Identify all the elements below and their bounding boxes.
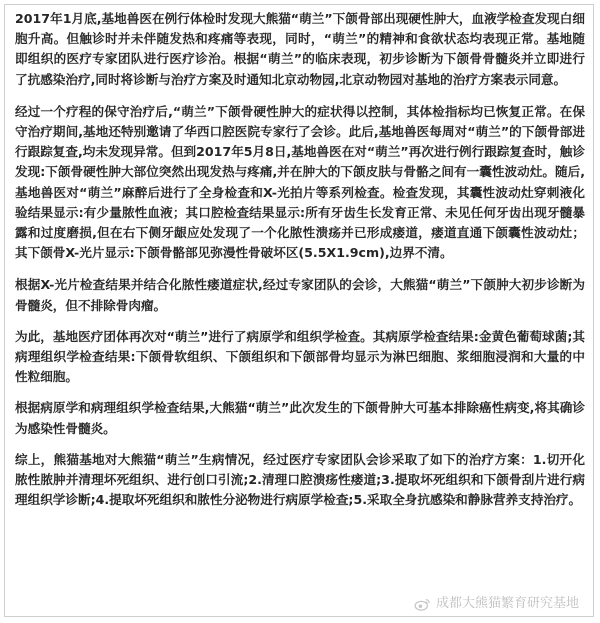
paragraph-3: 根据X-光片检查结果并结合化脓性瘘道症状,经过专家团队的会诊，大熊猫“萌兰”下颌肿大初步诊断为骨髓炎，但不排除骨肉瘤。 (15, 277, 585, 313)
weibo-watermark (414, 596, 579, 612)
paragraph-4: 为此，基地医疗团体再次对“萌兰”进行了病原学和组织学检查。其病原学检查结果:金黄色葡萄球菌;其病理组织学检查结果:下颌骨软组织、下颌组织和下颌部骨均显示为淋巴细胞、浆细胞浸润和大量的中性粒细胞。 (15, 328, 585, 385)
article-body (5, 9, 593, 522)
paragraph-6: 综上，熊猫基地对大熊猫“萌兰”生病情况，经过医疗专家团队会诊采取了如下的治疗方案：1.切开化脓性脓肿并清理坏死组织、进行创口引流;2.清理口腔溃疡性瘘道;3.提取坏死组织和下颌骨刮片进行病理组织学诊断;4.提取坏死组织和脓性分泌物进行病原学检查;5.采取全身抗感染和静脉营养支持治疗。 (15, 451, 585, 508)
watermark-text: 成都大熊猫繁育研究基地 (435, 596, 579, 611)
article-frame (4, 4, 594, 617)
paragraph-1: 2017年1月底,基地兽医在例行体检时发现大熊猫“萌兰”下颌骨部出现硬性肿大，血液学检查发现白细胞升高。但触诊时并未伴随发热和疼痛等表现，同时，“萌兰”的精神和食欲状态均表现正常。基地随即组织的医疗专家团队进行医疗诊治。根据“萌兰”的临床表现，初步诊断为下颌骨骨髓炎并立即进行了抗感染治疗,同时将诊断与治疗方案及时通知北京动物园,北京动物园对基地的治疗方案表示同意。 (15, 11, 585, 87)
paragraph-2: 经过一个疗程的保守治疗后,“萌兰”下颌骨硬性肿大的症状得以控制，其体检指标均已恢复正常。在保守治疗期间,基地还特别邀请了华西口腔医院专家行了会诊。此后,基地兽医每周对“萌兰”的下颌骨部进行跟踪复查,均未发现异常。但到2017年5月8日,基地兽医在对“萌兰”再次进行例行跟踪复查时，触诊发现:下颌骨硬性肿大部位突然出现发热与疼痛,并在肿大的下颌皮肤与骨骼之间有一囊性波动灶。随后,基地兽医对“萌兰”麻醉后进行了全身检查和X-光拍片等系列检查。检查发现，其囊性波动灶穿刺液化验结果显示:有少量脓性血液；其口腔检查结果显示:所有牙齿生长发育正常、未见任何牙齿出现牙髓暴露和过度磨损,但在右下侧牙龈应处发现了一个化脓性溃疡并已形成瘘道，瘘道直通下颌囊性波动灶；其下颌骨X-光片显示:下颌骨骼部见弥漫性骨破坏区(5.5X1.9cm),边界不清。 (15, 103, 585, 261)
paragraph-5: 根据病原学和病理组织学检查结果,大熊猫“萌兰”此次发生的下颌骨肿大可基本排除癌性病变,将其确诊为感染性骨髓炎。 (15, 400, 585, 436)
weibo-icon (414, 597, 432, 611)
